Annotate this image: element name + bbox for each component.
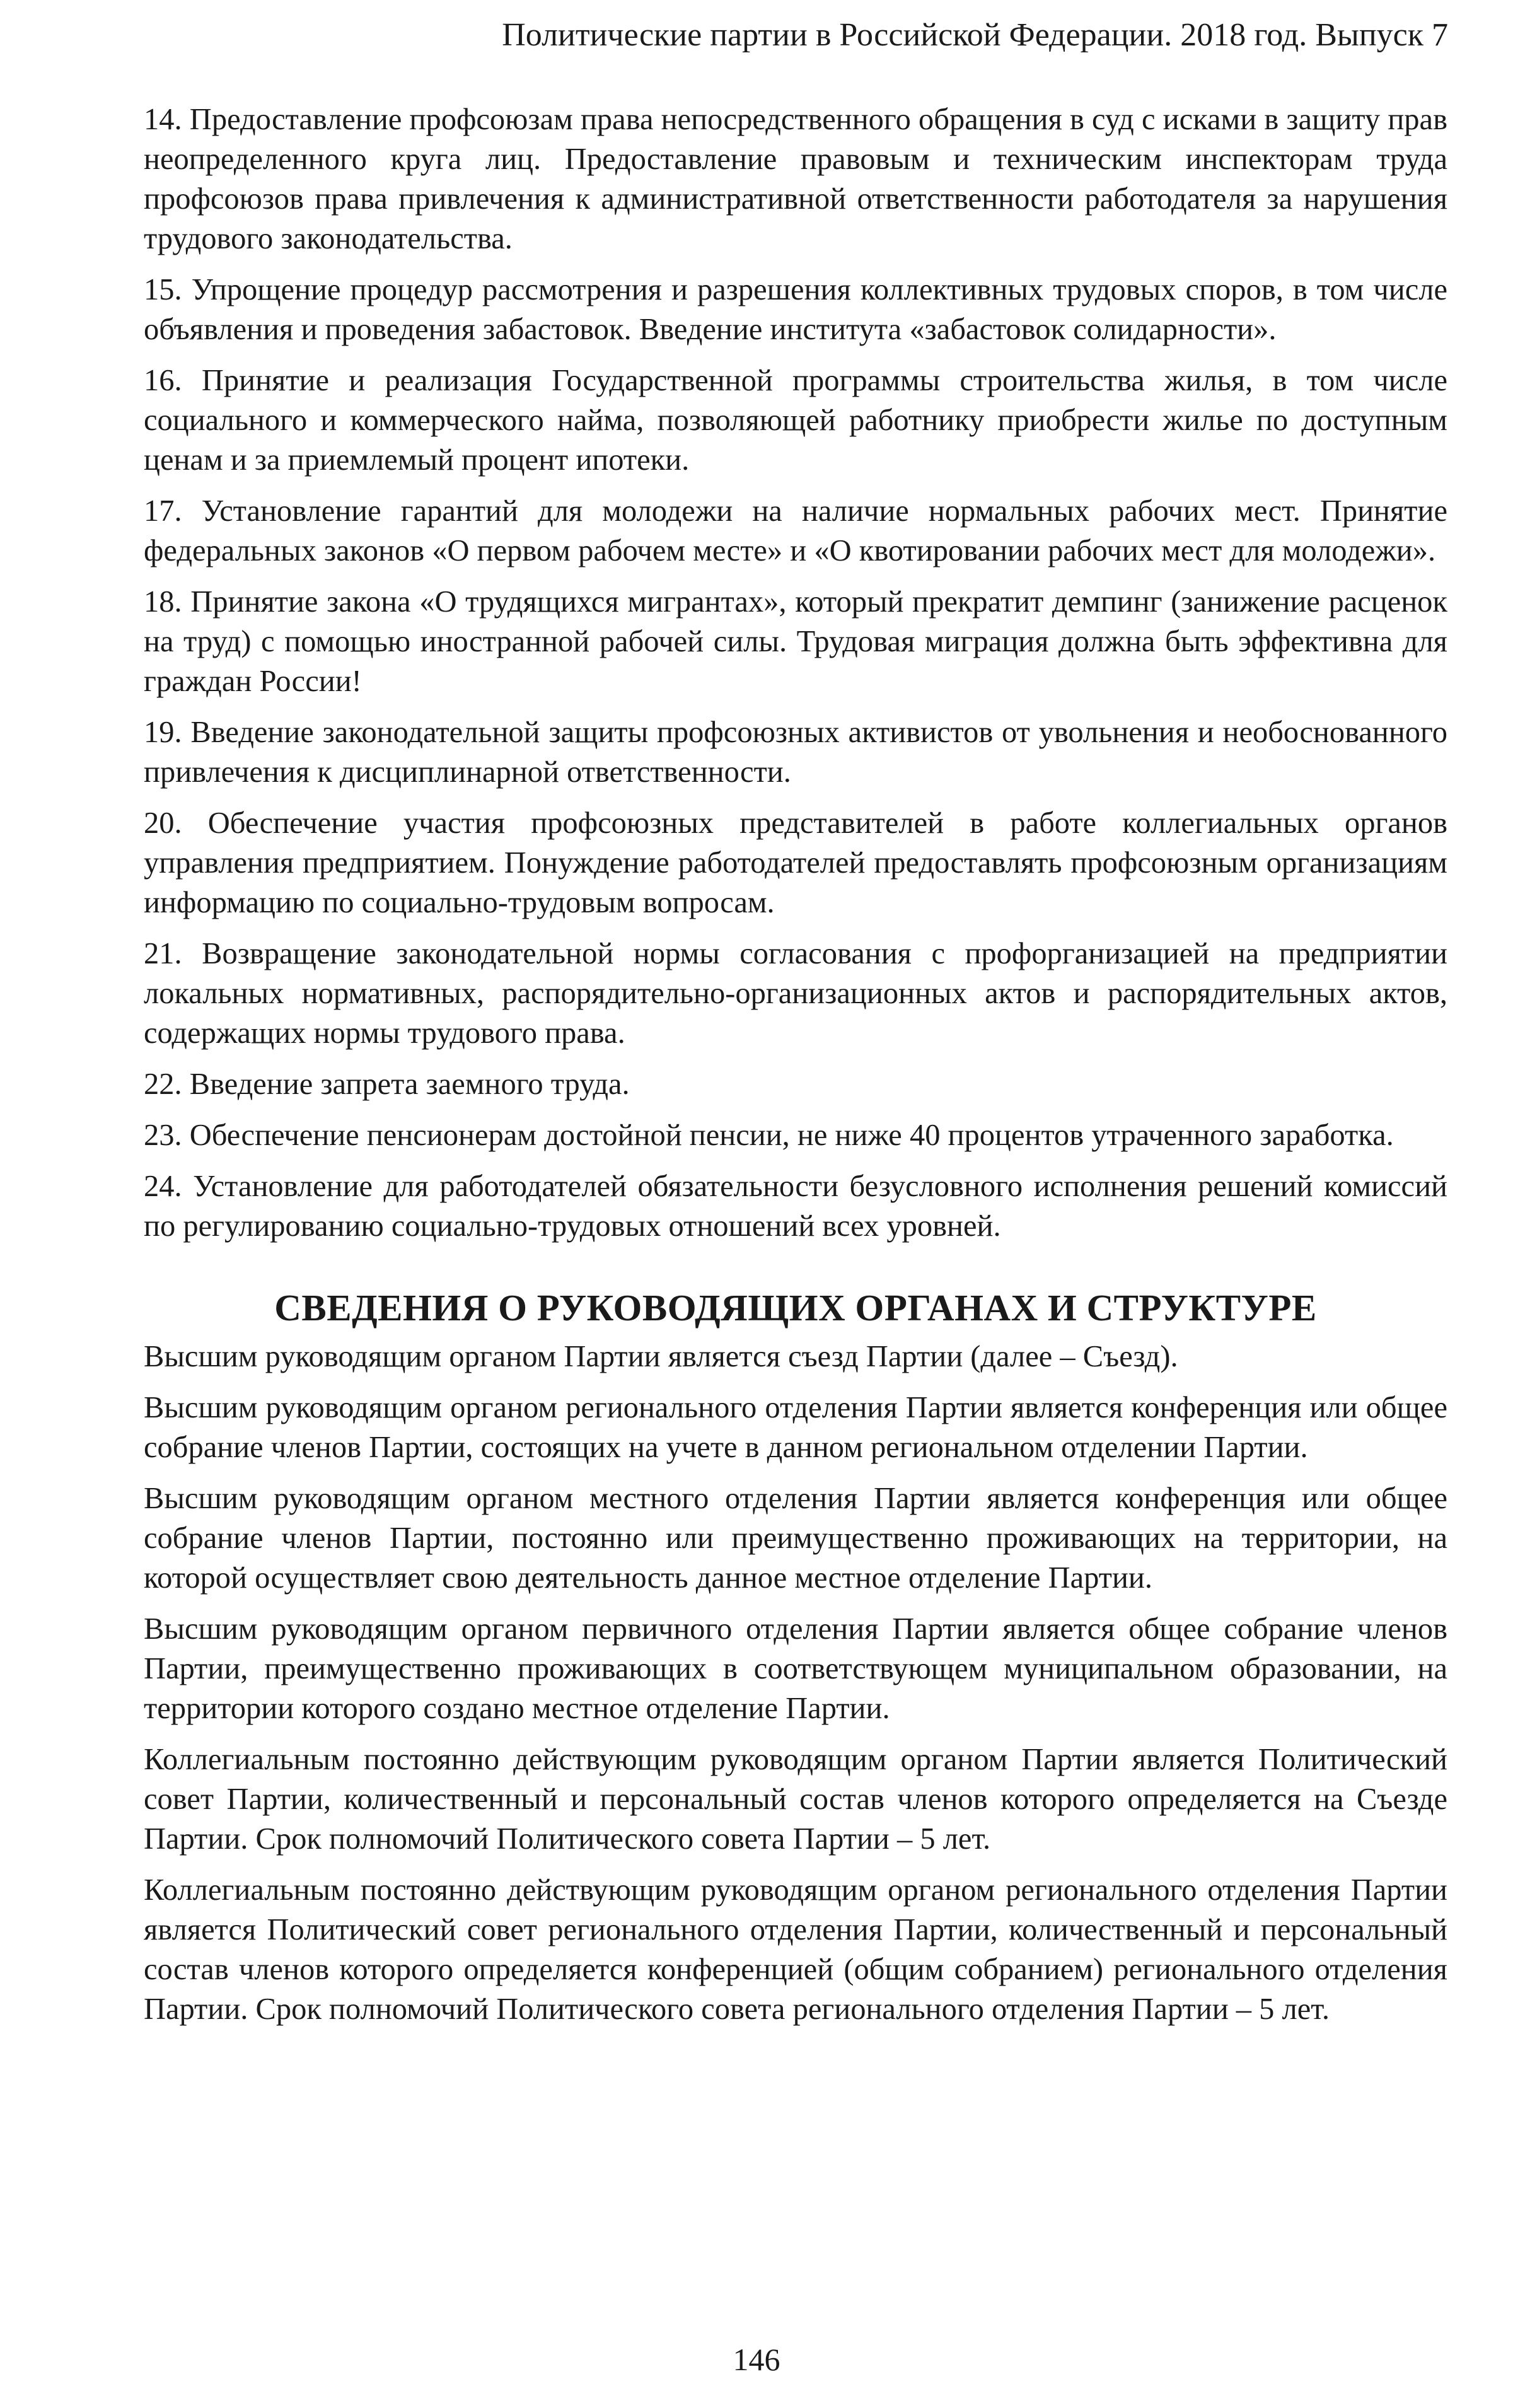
list-item: 19. Введение законодательной защиты профсоюзных активистов от увольнения и необоснованного привлечения к дисциплинарной ответственности. xyxy=(144,716,1447,789)
list-item: 24. Установление для работодателей обязательности безусловного исполнения решений комиссий по регулированию социально-трудовых отношений всех уровней. xyxy=(144,1170,1447,1243)
demands-list xyxy=(144,100,1447,1246)
page-content xyxy=(144,100,1447,2040)
section-paragraph: Высшим руководящим органом Партии является съезд Партии (далее – Съезд). xyxy=(144,1340,1178,1373)
section-paragraph: Высшим руководящим органом местного отделения Партии является конференция или общее собрание членов Партии, постоянно или преимущественно проживающих на территории, на которой осуществляет свою деятельность данное местное отделение Партии. xyxy=(144,1482,1447,1595)
list-item: 15. Упрощение процедур рассмотрения и разрешения коллективных трудовых споров, в том числе объявления и проведения забастовок. Введение института «забастовок солидарности». xyxy=(144,273,1447,346)
list-item: 22. Введение запрета заемного труда. xyxy=(144,1067,630,1101)
page-number: 146 xyxy=(733,2342,780,2377)
section-paragraph: Коллегиальным постоянно действующим руководящим органом Партии является Политический совет Партии, количественный и персональный состав членов которого определяется на Съезде Партии. Срок полномочий Политического совета Партии – 5 лет. xyxy=(144,1743,1447,1856)
section-heading: СВЕДЕНИЯ О РУКОВОДЯЩИХ ОРГАНАХ И СТРУКТУРЕ xyxy=(274,1287,1317,1329)
section-paragraph: Высшим руководящим органом первичного отделения Партии является общее собрание членов Партии, преимущественно проживающих в соответствующем муниципальном образовании, на территории которого создано местное отделение Партии. xyxy=(144,1612,1447,1725)
list-item: 17. Установление гарантий для молодежи на наличие нормальных рабочих мест. Принятие федеральных законов «О первом рабочем месте» и «О квотировании рабочих мест для молодежи». xyxy=(144,494,1447,567)
list-item: 23. Обеспечение пенсионерам достойной пенсии, не ниже 40 процентов утраченного заработка. xyxy=(144,1119,1394,1152)
list-item: 14. Предоставление профсоюзам права непосредственного обращения в суд с исками в защиту прав неопределенного круга лиц. Предоставление правовым и техническим инспекторам труда профсоюзов права привлечения к административной ответственности работодателя за нарушения трудового законодательства. xyxy=(144,103,1447,255)
list-item: 21. Возвращение законодательной нормы согласования с профорганизацией на предприятии локальных нормативных, распорядительно-организационных актов и распорядительных актов, содержащих нормы трудового права. xyxy=(144,937,1447,1050)
list-item: 16. Принятие и реализация Государственной программы строительства жилья, в том числе социального и коммерческого найма, позволяющей работнику приобрести жилье по доступным ценам и за приемлемый процент ипотеки. xyxy=(144,364,1447,477)
section-paragraph: Высшим руководящим органом регионального отделения Партии является конференция или общее собрание членов Партии, состоящих на учете в данном региональном отделении Партии. xyxy=(144,1391,1447,1464)
section-paragraph: Коллегиальным постоянно действующим руководящим органом регионального отделения Партии является Политический совет регионального отделения Партии, количественный и персональный состав членов которого определяется конференцией (общим собранием) регионального отделения Партии. Срок полномочий Политического совета регионального отделения Партии – 5 лет. xyxy=(144,1873,1447,2026)
list-item: 18. Принятие закона «О трудящихся мигрантах», который прекратит демпинг (занижение расценок на труд) с помощью иностранной рабочей силы. Трудовая миграция должна быть эффективна для граждан России! xyxy=(144,585,1447,698)
list-item: 20. Обеспечение участия профсоюзных представителей в работе коллегиальных органов управления предприятием. Понуждение работодателей предоставлять профсоюзным организациям информацию по социально-трудовым вопросам. xyxy=(144,806,1447,919)
section-body xyxy=(144,1337,1447,2029)
running-header: Политические партии в Российской Федерации. 2018 год. Выпуск 7 xyxy=(502,17,1448,53)
